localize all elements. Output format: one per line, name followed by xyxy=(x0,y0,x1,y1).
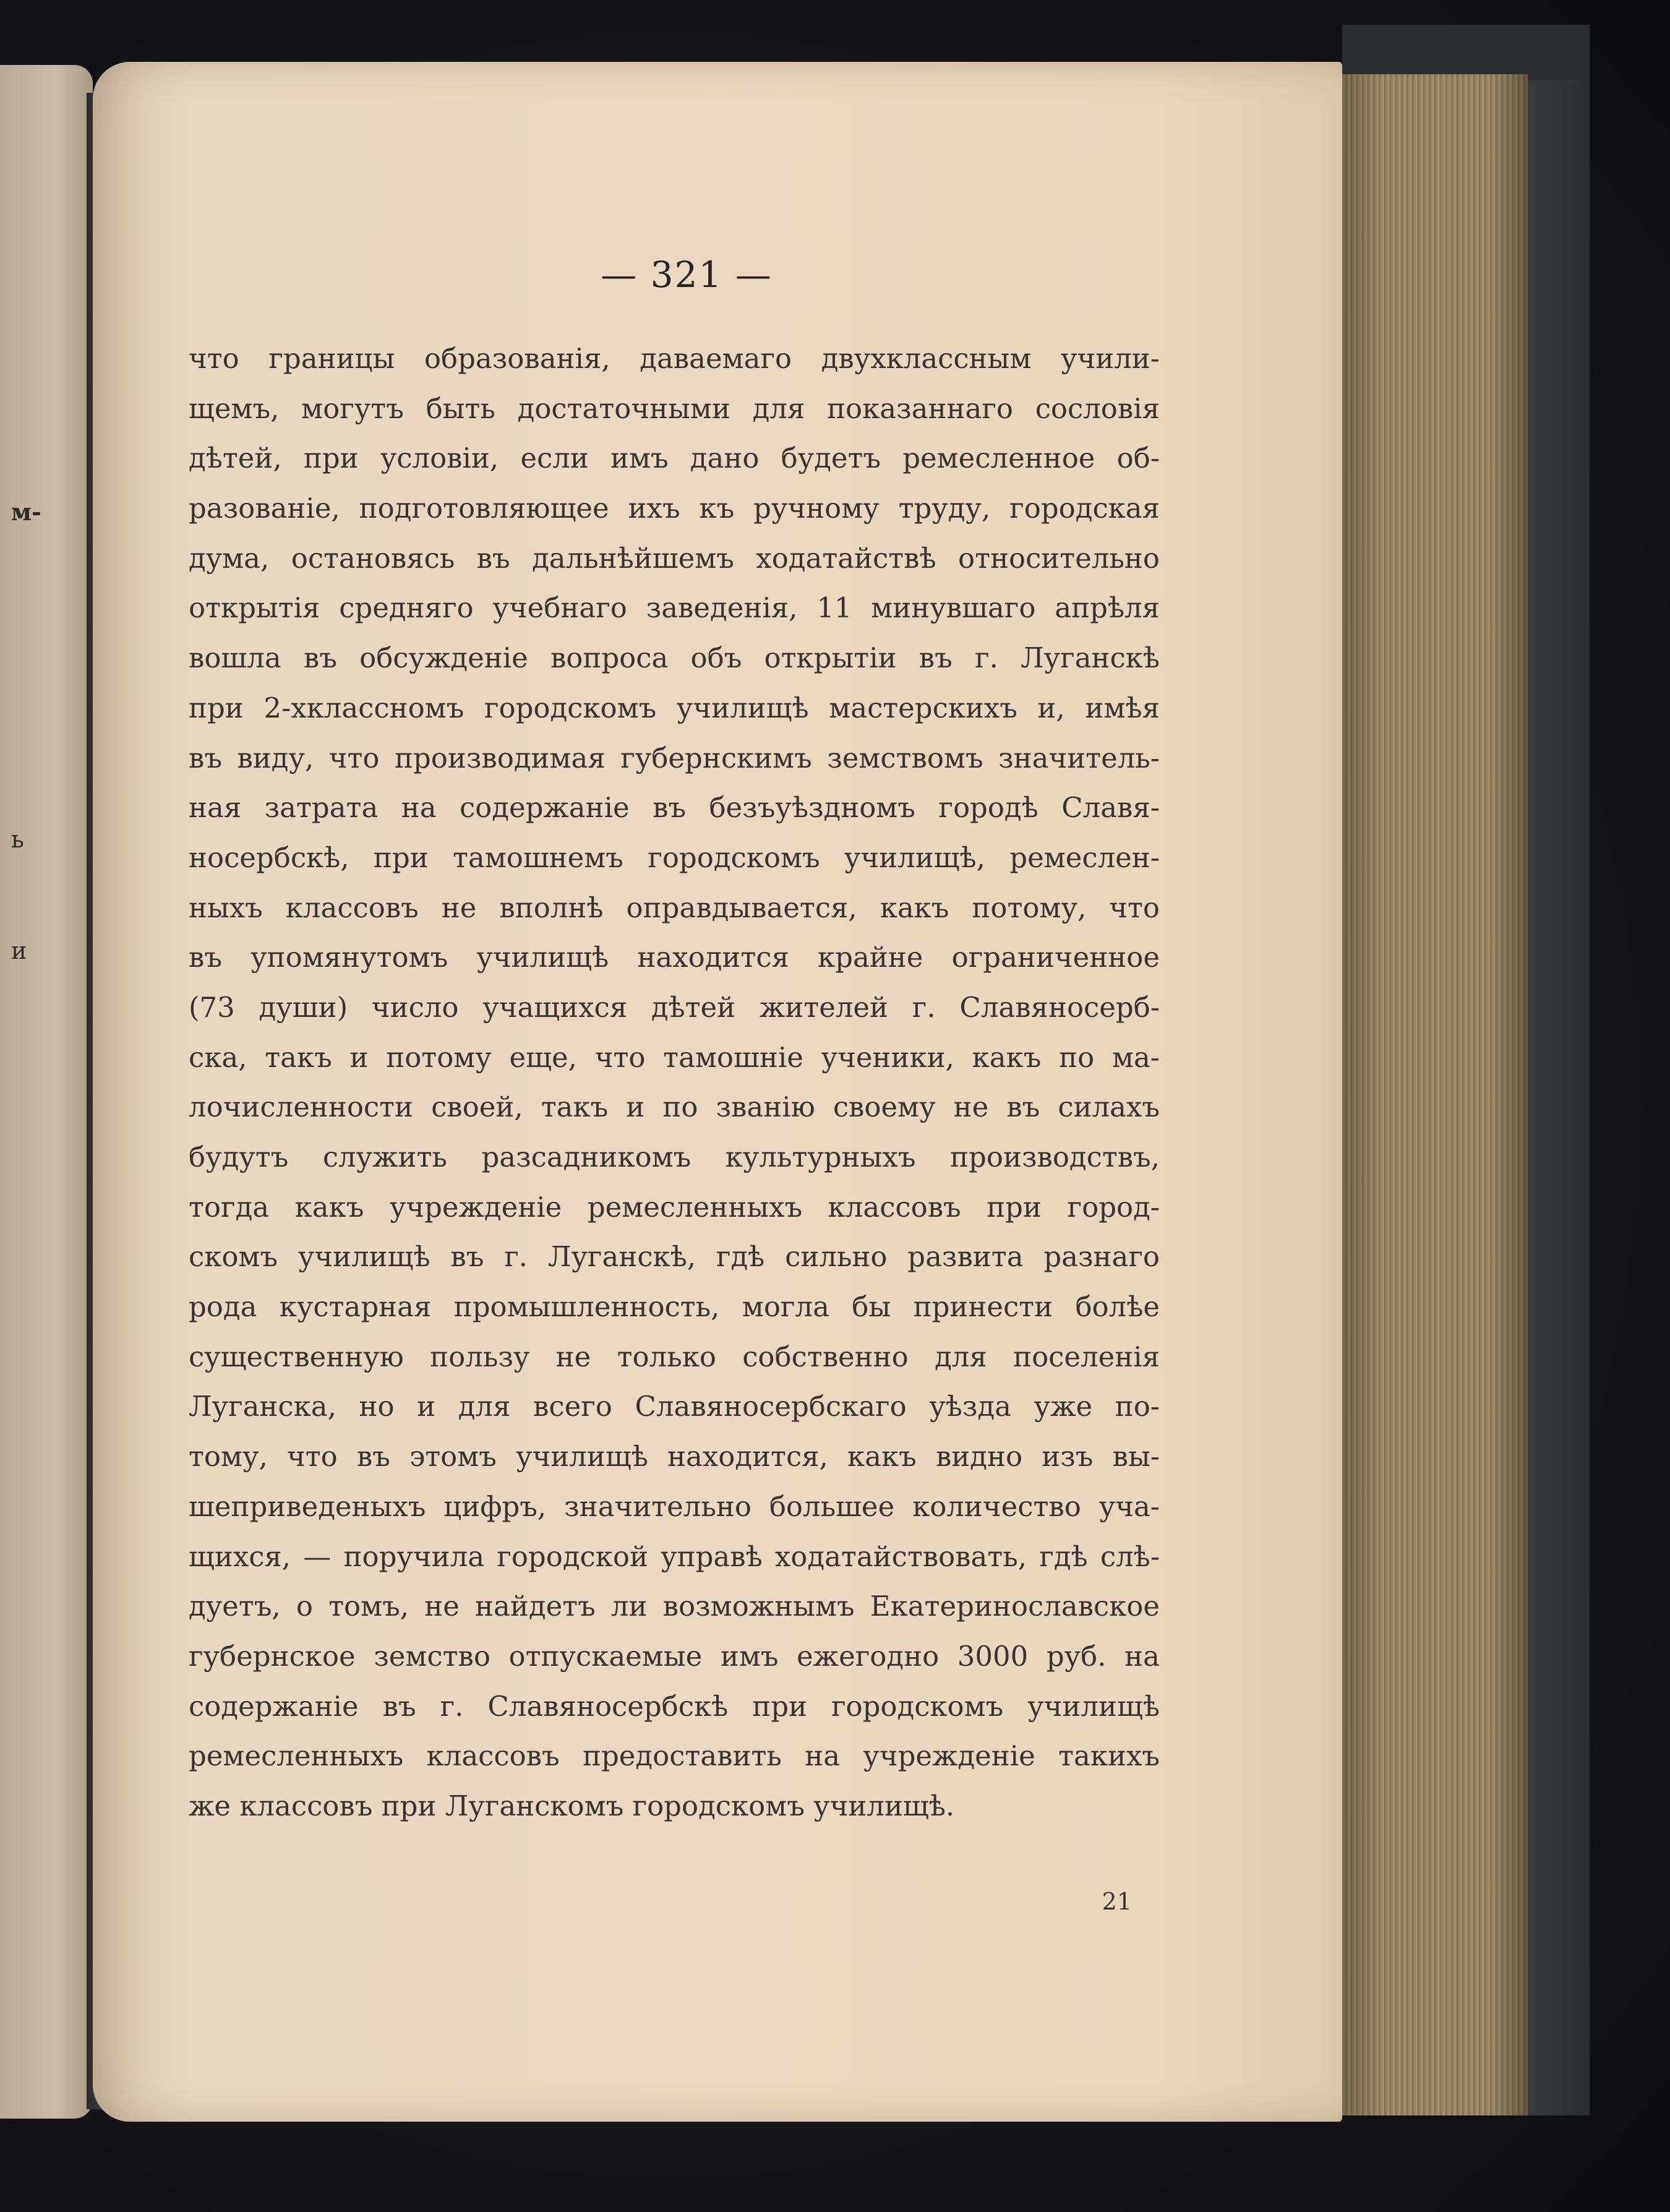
text-line: разованіе, подготовляющее ихъ къ ручному труду, городская xyxy=(189,492,1160,525)
body-text xyxy=(189,334,1160,1832)
text-line: же классовъ при Луганскомъ городскомъ училищѣ. xyxy=(189,1789,955,1822)
left-page-fragment: и xyxy=(11,937,27,964)
left-page-fragment: ь xyxy=(11,826,24,853)
text-line: скомъ училищѣ въ г. Луганскѣ, гдѣ сильно развита разнаго xyxy=(189,1240,1160,1274)
text-line: что границы образованія, даваемаго двухклассным учили- xyxy=(189,342,1160,375)
book-cover xyxy=(1342,25,1590,80)
text-line: будутъ служить разсадникомъ культурныхъ производствъ, xyxy=(189,1141,1160,1173)
text-line: тогда какъ учрежденіе ремесленныхъ классовъ при город- xyxy=(189,1190,1160,1224)
left-page-fragment: м- xyxy=(11,498,41,526)
text-line: губернское земство отпускаемые имъ ежегодно 3000 руб. на xyxy=(189,1639,1160,1673)
text-line: ска, такъ и потому еще, что тамошніе ученики, какъ по ма- xyxy=(189,1040,1160,1074)
text-line: открытія средняго учебнаго заведенія, 11 минувшаго апрѣля xyxy=(189,591,1160,625)
text-line: содержаніе въ г. Славяносербскѣ при городскомъ училищѣ xyxy=(189,1689,1160,1723)
text-line: Луганска, но и для всего Славяносербскаго уѣзда уже по- xyxy=(189,1390,1160,1423)
text-line: вошла въ обсужденіе вопроса объ открытіи въ г. Луганскѣ xyxy=(189,641,1160,675)
signature-mark: 21 xyxy=(1102,1888,1132,1915)
text-line: шеприведеныхъ цифръ, значительно большее количество уча- xyxy=(189,1490,1160,1523)
text-line: въ упомянутомъ училищѣ находится крайне ограниченное xyxy=(189,941,1160,974)
text-line: тому, что въ этомъ училищѣ находится, какъ видно изъ вы- xyxy=(189,1440,1160,1473)
page-block-shadow xyxy=(1342,74,1528,2116)
text-line: дѣтей, при условіи, если имъ дано будетъ ремесленное об- xyxy=(189,442,1160,475)
text-line: ная затрата на содержаніе въ безъуѣздномъ городѣ Славя- xyxy=(189,791,1160,825)
text-line: дума, остановясь въ дальнѣйшемъ ходатайствѣ относительно xyxy=(189,541,1160,575)
text-line: существенную пользу не только собственно для поселенія xyxy=(189,1340,1160,1373)
text-line: щемъ, могутъ быть достаточными для показаннаго сословія xyxy=(189,392,1160,425)
text-line: дуетъ, о томъ, не найдетъ ли возможнымъ Екатеринославское xyxy=(189,1590,1160,1623)
text-line: ремесленныхъ классовъ предоставить на учрежденіе такихъ xyxy=(189,1739,1160,1773)
text-line: лочисленности своей, такъ и по званію своему не въ силахъ xyxy=(189,1091,1160,1124)
text-line: носербскѣ, при тамошнемъ городскомъ училищѣ, ремеслен- xyxy=(189,841,1160,874)
text-line: ныхъ классовъ не вполнѣ оправдывается, какъ потому, что xyxy=(189,891,1160,924)
text-line: (73 души) число учащихся дѣтей жителей г. Славяносерб- xyxy=(189,990,1160,1024)
text-line: въ виду, что производимая губернскимъ земствомъ значитель- xyxy=(189,741,1160,774)
text-line: щихся, — поручила городской управѣ ходатайствовать, гдѣ слѣ- xyxy=(189,1540,1160,1573)
text-line: при 2-хклассномъ городскомъ училищѣ мастерскихъ и, имѣя xyxy=(189,691,1160,724)
page-number: — 321 — xyxy=(601,254,773,296)
previous-page-edge xyxy=(0,65,93,2119)
text-line: рода кустарная промышленность, могла бы принести болѣе xyxy=(189,1290,1160,1324)
book-cover xyxy=(1522,80,1590,2116)
